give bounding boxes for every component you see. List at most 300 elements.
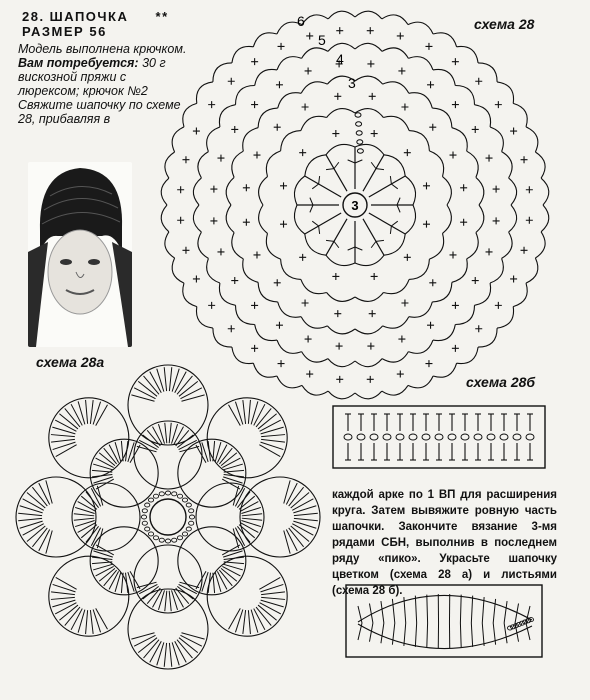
chain-arch [355,293,383,302]
chain-loop [165,539,170,543]
sc-stitch-mark [401,300,408,307]
dc-stitch-mark [215,572,221,592]
sc-stitch-mark [210,217,217,224]
chain-arch [301,279,327,293]
sc-stitch-mark [334,93,341,100]
chain-loop [145,503,150,507]
chain-loop [435,434,443,440]
fan-line [348,247,355,250]
chain-arch [243,128,258,152]
spoke-line [369,213,405,234]
chain-arch [196,82,212,104]
chain-arch [382,48,408,59]
dc-stitch-mark [392,623,394,645]
chain-arch [301,82,327,94]
sc-stitch-mark [486,248,493,255]
chain-arch [405,176,415,205]
dc-stitch-mark [202,572,208,591]
petal-outline [90,439,158,507]
chain-arch [433,69,455,85]
chain-arch [259,205,268,233]
chain-arch [382,352,408,363]
instructions-start: Свяжите шапочку по схеме 28, прибавляя в [18,98,181,126]
chain-arch [266,151,280,177]
chain-arch [243,259,258,283]
sc-stitch-mark [521,156,528,163]
sc-stitch-mark [398,336,405,343]
sc-stitch-mark [510,128,517,135]
chain-loop [148,498,153,502]
fan-line [397,198,400,205]
dc-stitch-mark [181,395,204,401]
chain-loop [189,521,194,525]
chain-arch [232,46,254,62]
sc-stitch-mark [369,93,376,100]
dc-stitch-mark [75,507,94,513]
dc-stitch-mark [115,572,121,592]
dc-stitch-mark [261,600,284,607]
needs-text: 30 г вискозной пряжи с люрексом; крючок №2 [18,56,166,98]
dc-stitch-mark [172,424,178,443]
chain-loop [357,434,365,440]
fan-line [310,198,313,205]
petal-outline [196,483,264,551]
chain-loop [165,491,170,495]
chain-arch [277,340,302,353]
chain-loop [487,434,495,440]
chain-arch [526,258,538,283]
chain-arch [526,127,538,152]
sc-stitch-mark [371,273,378,280]
chain-arch [476,177,484,205]
chain-arch [384,155,405,176]
sc-stitch-mark [177,186,184,193]
dc-stitch-mark [261,439,285,442]
dc-stitch-mark [471,596,472,623]
dc-stitch-mark [53,584,76,591]
dc-stitch-mark [223,551,242,557]
chain-loop [172,538,177,542]
sc-stitch-mark [332,130,339,137]
chain-arch [305,234,326,255]
chain-arch [253,363,277,377]
dc-stitch-mark [90,610,93,634]
dc-stitch-mark [427,623,428,648]
dc-stitch-mark [202,442,208,461]
center-number: 3 [351,198,359,213]
dc-stitch-mark [180,388,201,399]
chain-arch [294,176,304,205]
dc-stitch-mark [131,395,154,401]
spoke-line [305,176,341,197]
dc-stitch-mark [74,518,94,520]
petal-outline [49,556,129,636]
chain-arch [355,359,382,367]
chain-arch [213,63,232,82]
dc-stitch-mark [169,643,171,667]
chain-arch [502,232,513,258]
chain-arch [294,205,304,234]
chain-arch [305,155,326,176]
chain-arch [183,283,197,307]
dc-stitch-mark [165,423,167,443]
sc-stitch-mark [397,371,404,378]
chain-arch [277,376,302,388]
sc-stitch-mark [302,103,309,110]
spoke-line [369,176,405,197]
chain-arch [490,258,503,283]
sc-stitch-mark [521,247,528,254]
row-number-6: 6 [297,13,305,29]
fan-line [371,241,376,247]
petal-outline [134,545,202,613]
sc-stitch-mark [274,124,281,131]
dc-stitch-mark [164,367,166,391]
dc-stitch-mark [242,514,262,516]
dc-stitch-mark [131,633,154,639]
chain-arch [355,391,382,399]
dc-stitch-mark [261,592,285,595]
sc-stitch-mark [306,32,313,39]
fan-line [391,221,397,226]
sc-stitch-mark [253,152,260,159]
diagram-label-28a: схема 28а [36,354,105,370]
chain-loop [356,122,362,126]
dc-stitch-mark [128,442,134,461]
dc-stitch-mark [180,635,201,646]
dc-stitch-mark [56,445,77,457]
chain-arch [259,177,268,205]
dc-stitch-mark [52,427,75,434]
chain-arch [443,177,452,205]
sc-stitch-mark [210,186,217,193]
chain-arch [213,328,232,347]
dc-stitch-mark [293,521,316,528]
dc-stitch-mark [223,477,242,483]
chain-arch [219,105,235,127]
sc-stitch-mark [208,101,215,108]
dc-stitch-mark [93,551,112,557]
chain-arch [232,233,244,259]
chain-arch [467,151,479,177]
fan-line [397,205,400,212]
dc-stitch-mark [248,610,250,634]
chain-loop [142,521,147,525]
chain-loop [383,434,391,440]
dc-stitch-mark [526,623,530,640]
sc-stitch-mark [493,186,500,193]
sc-stitch-mark [305,67,312,74]
chain-arch [455,86,474,105]
sc-stitch-mark [427,322,434,329]
fan-line [355,247,362,250]
chain-arch [383,116,409,130]
dc-stitch-mark [284,530,290,553]
sc-stitch-mark [231,277,238,284]
sc-stitch-mark [423,221,430,228]
fan-line [326,169,334,170]
sc-stitch-mark [208,302,215,309]
fan-line [376,240,384,241]
dc-stitch-mark [228,608,240,629]
dc-stitch-mark [169,367,171,391]
sc-stitch-mark [276,322,283,329]
fan-line [310,205,313,212]
chain-arch [452,259,467,283]
sc-stitch-mark [472,277,479,284]
chain-arch [236,86,255,105]
sc-stitch-mark [251,58,258,65]
dc-stitch-mark [134,388,155,399]
sc-stitch-mark [486,155,493,162]
sc-stitch-mark [305,336,312,343]
sc-stitch-mark [397,32,404,39]
chain-loop [142,509,147,513]
chain-arch [226,177,234,205]
sc-stitch-mark [510,275,517,282]
dc-stitch-mark [241,521,260,527]
chain-loop [461,434,469,440]
chain-loop [182,498,187,502]
chain-arch [405,205,415,234]
chain-arch [165,152,175,178]
chain-arch [226,205,234,233]
chain-arch [382,15,408,25]
chain-loop [172,492,177,496]
chain-loop [189,509,194,513]
dc-stitch-mark [93,402,100,425]
intro-line: Модель выполнена крючком. [18,42,187,56]
dc-stitch-mark [248,400,250,424]
chain-arch [535,232,545,258]
dc-stitch-mark [242,518,262,520]
sc-stitch-mark [429,124,436,131]
sc-stitch-mark [334,310,341,317]
chain-arch [327,293,355,302]
chain-arch [475,105,491,127]
petal-outline [72,483,140,551]
chain-arch [258,282,278,302]
chain-arch [302,15,328,25]
chain-arch [535,152,545,178]
sc-stitch-mark [228,325,235,332]
sc-stitch-mark [228,78,235,85]
dc-stitch-mark [78,610,85,633]
dc-stitch-mark [293,506,316,513]
chain-arch [183,103,197,127]
chain-arch [278,93,302,108]
dc-stitch-mark [134,635,155,646]
size-line: РАЗМЕР 56 [22,24,107,39]
dc-stitch-mark [51,597,75,599]
chain-arch [383,279,409,293]
chain-arch [198,232,209,258]
dc-stitch-mark [18,513,42,515]
dc-stitch-mark [294,518,318,520]
chain-arch [172,258,184,283]
chain-arch [302,48,328,59]
dc-stitch-mark [169,591,171,611]
pattern-number-title: 28. ШАПОЧКА [22,9,129,24]
chain-arch [161,178,169,205]
sc-stitch-mark [398,67,405,74]
sc-stitch-mark [251,302,258,309]
chain-arch [509,205,517,232]
chain-arch [253,33,277,47]
chain-arch [408,57,433,70]
dc-stitch-mark [93,564,113,570]
dc-stitch-mark [251,610,258,633]
chain-arch [355,76,383,84]
spoke-line [305,213,341,234]
sc-stitch-mark [336,376,343,383]
fan-line [319,226,320,234]
chain-arch [266,233,280,259]
dc-stitch-mark [215,442,221,462]
chain-arch [502,152,513,178]
chain-arch [457,46,479,62]
chain-arch [355,43,382,51]
dc-stitch-mark [86,400,88,424]
sc-stitch-mark [217,248,224,255]
petal-outline [134,421,202,489]
chain-arch [467,233,479,259]
chain-arch [432,108,452,128]
dc-stitch-mark [261,435,285,437]
chain-arch [490,127,503,152]
spoke-line [363,219,384,255]
petal-outline [128,589,208,669]
chain-loop [409,434,417,440]
chain-arch [382,385,408,395]
sc-stitch-mark [299,254,306,261]
chain-arch [207,258,220,283]
sc-stitch-mark [193,275,200,282]
chain-arch [457,347,479,363]
chain-loop [159,492,164,496]
dc-stitch-mark [427,595,428,623]
chain-arch [172,127,184,152]
dc-stitch-mark [482,623,484,646]
petal-outline [207,398,287,478]
dc-stitch-mark [504,623,507,643]
chain-arch [232,347,254,363]
dc-stitch-mark [39,529,50,550]
dc-stitch-mark [381,601,384,623]
chain-arch [541,178,549,205]
chain-arch [409,131,429,151]
dc-stitch-mark [286,529,297,550]
chain-arch [383,82,409,94]
spoke-line [326,219,347,255]
chain-arch [478,328,497,347]
dc-stitch-mark [51,439,75,442]
fan-line [312,221,318,226]
chain-loop [145,527,150,531]
sc-stitch-mark [243,184,250,191]
chain-arch [509,178,517,205]
chain-loop [357,140,363,144]
dc-stitch-mark [381,623,384,643]
dc-stitch-mark [96,405,108,426]
chain-arch [328,11,355,19]
chain-loop [153,494,158,498]
spoke-line [363,155,384,191]
chain-arch [326,255,355,265]
dc-stitch-mark [74,514,94,516]
chain-arch [301,317,327,329]
sc-stitch-mark [336,343,343,350]
sc-stitch-mark [299,149,306,156]
chain-arch [281,131,301,151]
leaf-diagram [346,585,542,657]
fan-line [334,241,339,247]
sc-stitch-mark [278,360,285,367]
sc-stitch-mark [251,345,258,352]
chain-arch [452,128,467,152]
sc-stitch-mark [332,273,339,280]
chain-arch [326,144,355,154]
sc-stitch-mark [404,254,411,261]
dc-stitch-mark [39,483,50,504]
chain-arch [513,103,527,127]
dc-stitch-mark [504,601,507,623]
dc-stitch-mark [56,577,77,589]
chain-arch [165,232,175,258]
fan-line [334,162,339,168]
dc-stitch-mark [164,643,166,667]
dc-stitch-mark [286,483,297,504]
chain-arch [278,302,302,317]
dc-stitch-mark [157,369,164,392]
chain-arch [355,326,383,334]
dc-stitch-mark [243,400,246,424]
dc-stitch-mark [96,608,108,629]
chain-loop [148,532,153,536]
dc-stitch-mark [115,442,121,462]
petal-outline [207,556,287,636]
chain-loop [177,536,182,540]
fan-line [348,160,355,163]
chain-arch [541,205,549,232]
sc-stitch-mark [193,128,200,135]
chain-arch [277,57,302,70]
chain-loop [500,434,508,440]
chain-arch [198,152,209,178]
chain-arch [355,11,382,19]
chain-arch [383,317,409,329]
chain-arch [433,33,457,47]
sc-stitch-mark [217,155,224,162]
chain-arch [409,259,429,279]
chain-arch [236,305,255,324]
chain-arch [429,151,443,177]
sc-stitch-mark [425,43,432,50]
sc-stitch-mark [452,345,459,352]
sc-stitch-mark [371,130,378,137]
dc-stitch-mark [235,402,242,425]
chain-arch [232,151,244,177]
dc-stitch-mark [20,521,43,528]
chain-arch [384,234,405,255]
sc-stitch-mark [367,27,374,34]
chain-arch [433,325,455,341]
chain-arch [328,359,355,367]
dc-stitch-mark [18,518,42,520]
sc-stitch-mark [253,251,260,258]
chain-arch [302,385,328,395]
chain-arch [433,363,457,377]
